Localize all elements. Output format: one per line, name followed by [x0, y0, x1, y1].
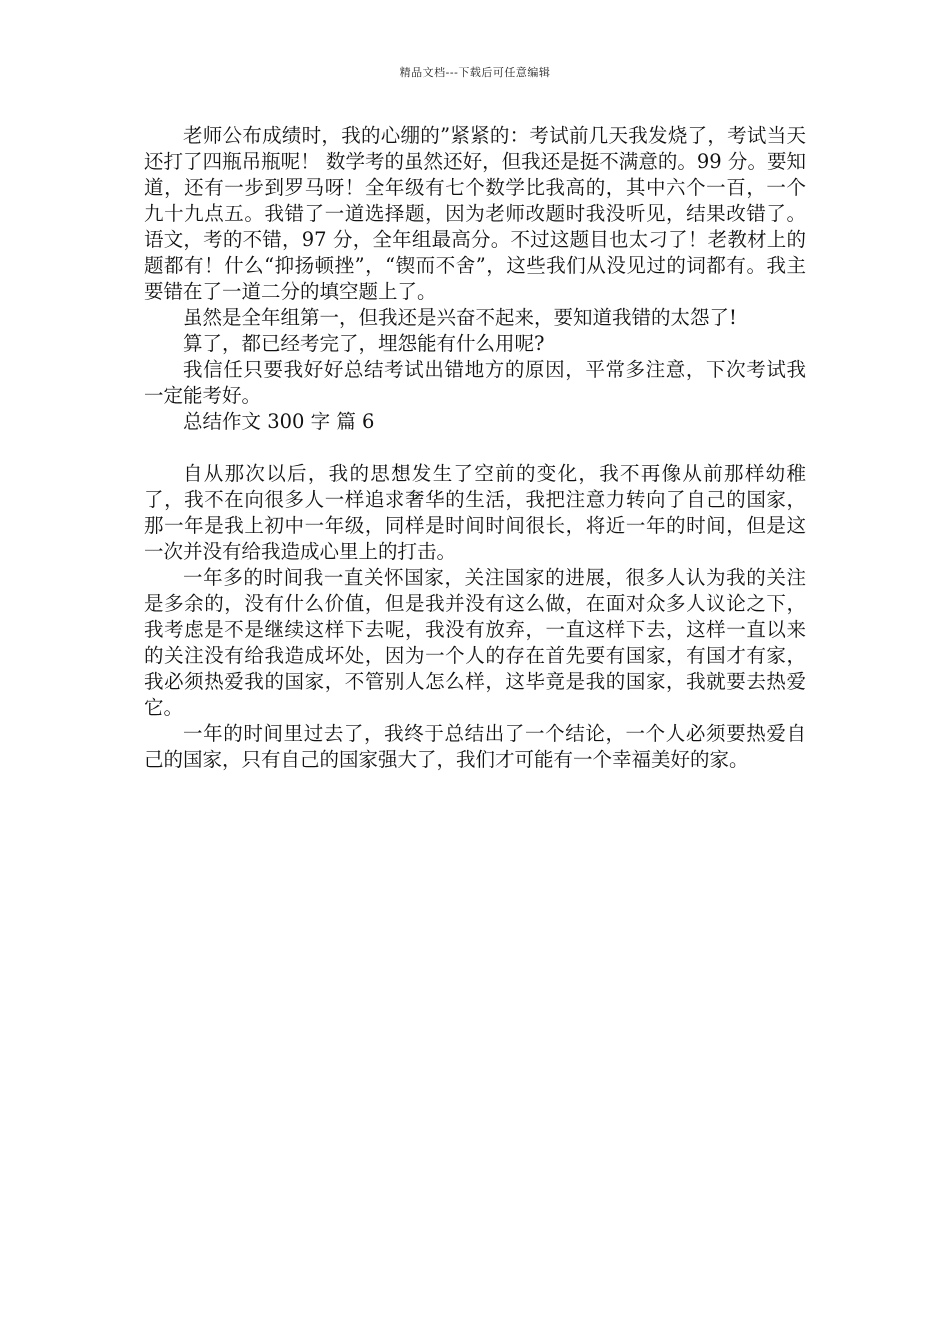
paragraph-not-excited: 虽然是全年组第一，但我还是兴奋不起来，要知道我错的太怨了! — [183, 306, 737, 329]
document-body — [144, 123, 806, 773]
paragraph-change: 自从那次以后，我的思想发生了空前的变化，我不再像从前那样幼稚了，我不在向很多人一样追求奢华的生活，我把注意力转向了自己的国家，那一年是我上初中一年级，同样是时间时间很长，将近一年的时间，但是这一次并没有给我造成心里上的打击。 — [144, 462, 806, 563]
paragraph-forget-it: 算了，都已经考完了，埋怨能有什么用呢? — [183, 332, 545, 355]
paragraph-conclusion: 一年的时间里过去了，我终于总结出了一个结论，一个人必须要热爱自己的国家，只有自己的国家强大了，我们才可能有一个幸福美好的家。 — [144, 722, 806, 771]
section-heading: 总结作文 300 字 篇 6 — [183, 410, 375, 433]
paragraph-next-exam: 我信任只要我好好总结考试出错地方的原因，平常多注意，下次考试我一定能考好。 — [144, 358, 806, 407]
paragraph-exam-results: 老师公布成绩时，我的心绷的”紧紧的：考试前几天我发烧了，考试当天还打了四瓶吊瓶呢！ 数学考的虽然还好，但我还是挺不满意的。99 分。要知道，还有一步到罗马呀！全年级有七个数学比我高的，其中六个一百，一个九十九点五。我错了一道选择题，因为老师改题时我没听见，结果改错了。语文，考的不错，97 分，全年组最高分。不过这题目也太刁了！老教材上的题都有！什么“抑扬顿挫”，“锲而不舍”，这些我们从没见过的词都有。我主要错在了一道二分的填空题上了。 — [144, 124, 806, 303]
paragraph-care-country: 一年多的时间我一直关怀国家，关注国家的进展，很多人认为我的关注是多余的，没有什么价值，但是我并没有这么做，在面对众多人议论之下，我考虑是不是继续这样下去呢，我没有放弃，一直这样下去，这样一直以来的关注没有给我造成坏处，因为一个人的存在首先要有国家，有国才有家，我必须热爱我的国家，不管别人怎么样，这毕竟是我的国家，我就要去热爱它。 — [144, 566, 806, 719]
page-header: 精品文档---下载后可任意编辑 — [399, 66, 551, 79]
